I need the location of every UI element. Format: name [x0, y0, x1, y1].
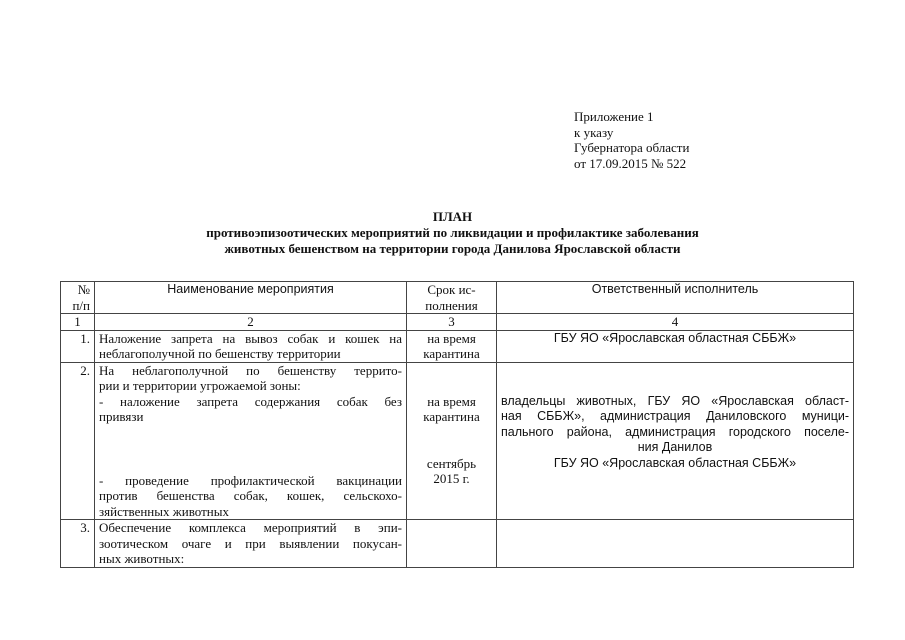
row-executor-line: владельцы животных, ГБУ ЯО «Ярославская област- — [501, 393, 849, 408]
row-executor — [497, 362, 854, 520]
row-name-line: - наложение запрета содержания собак без — [99, 393, 402, 409]
title-line: животных бешенством на территории города Данилова Ярославской области — [224, 241, 681, 256]
row-name-line: зоотическом очаге и при выявлении покусан- — [99, 535, 402, 551]
row-number: 3. — [61, 520, 95, 568]
index-cell: 1 — [61, 314, 95, 331]
index-cell: 3 — [407, 314, 497, 331]
index-cell: 4 — [497, 314, 854, 331]
row-term-line: на время — [427, 330, 476, 346]
row-executor-line: ГБУ ЯО «Ярославская областная СББЖ» — [553, 455, 797, 470]
table-row — [61, 362, 854, 520]
row-term-line: карантина — [423, 409, 480, 424]
appendix-line: Приложение 1 — [574, 109, 654, 124]
header-term-line: полнения — [425, 297, 478, 313]
row-name-line: ных животных: — [99, 551, 185, 566]
row-term — [407, 330, 497, 362]
table-header-row — [61, 282, 854, 314]
row-name — [95, 520, 407, 568]
index-cell: 2 — [95, 314, 407, 331]
row-executor-line: ная СББЖ», администрация Даниловского муници- — [501, 409, 849, 423]
header-num-line: № — [77, 282, 90, 297]
row-name-line: привязи — [99, 409, 144, 424]
header-num-line: п/п — [72, 297, 90, 313]
title-line: ПЛАН — [432, 209, 473, 224]
header-name: Наименование мероприятия — [95, 282, 407, 314]
row-term — [407, 362, 497, 520]
row-name-line: зяйственных животных — [99, 503, 229, 519]
row-number: 1. — [61, 330, 95, 362]
appendix-line: к указу — [574, 124, 614, 140]
row-executor: ГБУ ЯО «Ярославская областная СББЖ» — [497, 330, 854, 362]
row-name-line: неблагополучной по бешенству территории — [99, 346, 341, 361]
header-num — [61, 282, 95, 314]
row-name-line: На неблагополучной по бешенству террито- — [99, 362, 402, 378]
row-name-line: Наложение запрета на вывоз собак и кошек на — [99, 330, 402, 346]
index-row — [61, 314, 854, 331]
row-executor-line: пального района, администрация городского поселе- — [501, 424, 849, 439]
document-title — [0, 209, 905, 257]
row-name-line: рии и территории угрожаемой зоны: — [99, 378, 301, 393]
row-name — [95, 330, 407, 362]
row-name — [95, 362, 407, 520]
appendix-line: от 17.09.2015 № 522 — [574, 155, 687, 171]
appendix-block — [574, 109, 689, 171]
title-line: противоэпизоотических мероприятий по ликвидации и профилактике заболевания — [206, 225, 699, 240]
table-row — [61, 520, 854, 568]
row-term-line: 2015 г. — [433, 471, 470, 486]
row-executor-line: ния Данилов — [637, 440, 713, 454]
table-row — [61, 330, 854, 362]
appendix-line: Губернатора области — [574, 140, 690, 155]
row-term-line: на время — [427, 393, 476, 409]
row-executor — [497, 520, 854, 568]
row-term-line: карантина — [423, 346, 480, 361]
row-name-line: против бешенства собак, кошек, сельскохо- — [99, 488, 402, 503]
header-term — [407, 282, 497, 314]
row-term-line: сентябрь — [426, 455, 477, 471]
row-name-line: Обеспечение комплекса мероприятий в эпи- — [99, 520, 402, 535]
row-term — [407, 520, 497, 568]
header-executor: Ответственный исполнитель — [497, 282, 854, 314]
row-name-line: - проведение профилактической вакцинации — [99, 472, 402, 488]
plan-table — [60, 281, 854, 568]
row-number: 2. — [61, 362, 95, 520]
header-term-line: Срок ис- — [427, 282, 476, 297]
